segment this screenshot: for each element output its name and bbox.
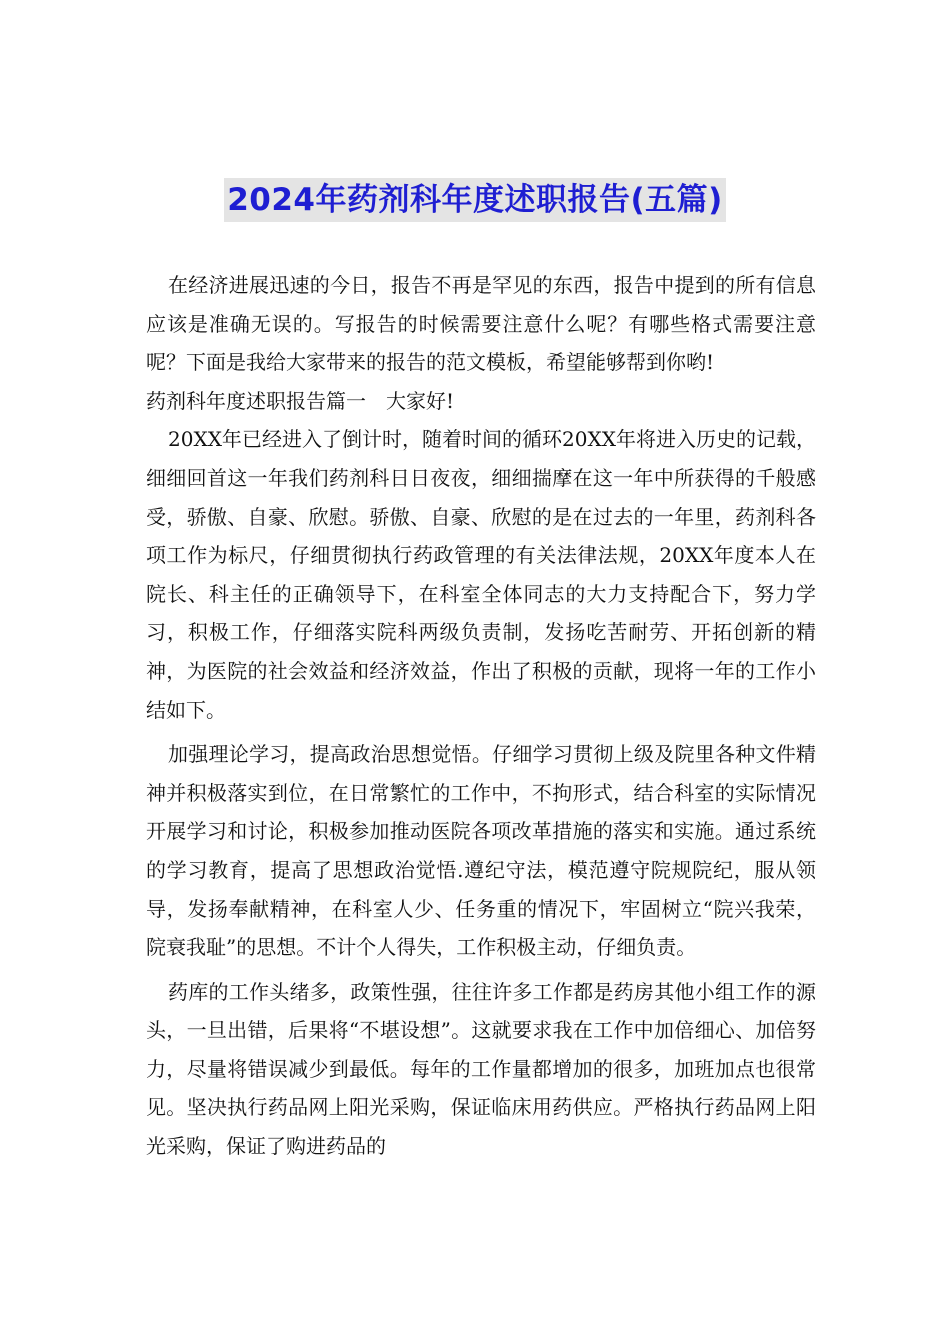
section-heading: 药剂科年度述职报告篇一 大家好! [146,388,455,413]
intro-paragraph: 在经济进展迅速的今日，报告不再是罕见的东西，报告中提到的所有信息应该是准确无误的。写报告的时候需要注意什么呢？有哪些格式需要注意呢？下面是我给大家带来的报告的范文模板，希望能够帮到你哟! [146,273,816,375]
document-body [146,266,816,1166]
document-title: 2024年药剂科年度述职报告(五篇) [224,178,726,222]
body-paragraph: 加强理论学习，提高政治思想觉悟。仔细学习贯彻上级及院里各种文件精神并积极落实到位，在日常繁忙的工作中，不拘形式，结合科室的实际情况开展学习和讨论，积极参加推动医院各项改革措施的落实和实施。通过系统的学习教育，提高了思想政治觉悟.遵纪守法，模范遵守院规院纪，服从领导，发扬奉献精神，在科室人少、任务重的情况下，牢固树立“院兴我荣，院衰我耻”的思想。不计个人得失，工作积极主动，仔细负责。 [146,742,816,960]
title-wrap [0,178,950,222]
body-paragraph: 20XX年已经进入了倒计时，随着时间的循环20XX年将进入历史的记载，细细回首这一年我们药剂科日日夜夜，细细揣摩在这一年中所获得的千般感受，骄傲、自豪、欣慰。骄傲、自豪、欣慰的是在过去的一年里，药剂科各项工作为标尺，仔细贯彻执行药政管理的有关法律法规，20XX年度本人在院长、科主任的正确领导下，在科室全体同志的大力支持配合下，努力学习，积极工作，仔细落实院科两级负责制，发扬吃苦耐劳、开拓创新的精神，为医院的社会效益和经济效益，作出了积极的贡献，现将一年的工作小结如下。 [146,427,816,722]
body-paragraph: 药库的工作头绪多，政策性强，往往许多工作都是药房其他小组工作的源头，一旦出错，后果将“不堪设想”。这就要求我在工作中加倍细心、加倍努力，尽量将错误减少到最低。每年的工作量都增加的很多，加班加点也很常见。坚决执行药品网上阳光采购，保证临床用药供应。严格执行药品网上阳光采购，保证了购进药品的 [146,979,816,1159]
